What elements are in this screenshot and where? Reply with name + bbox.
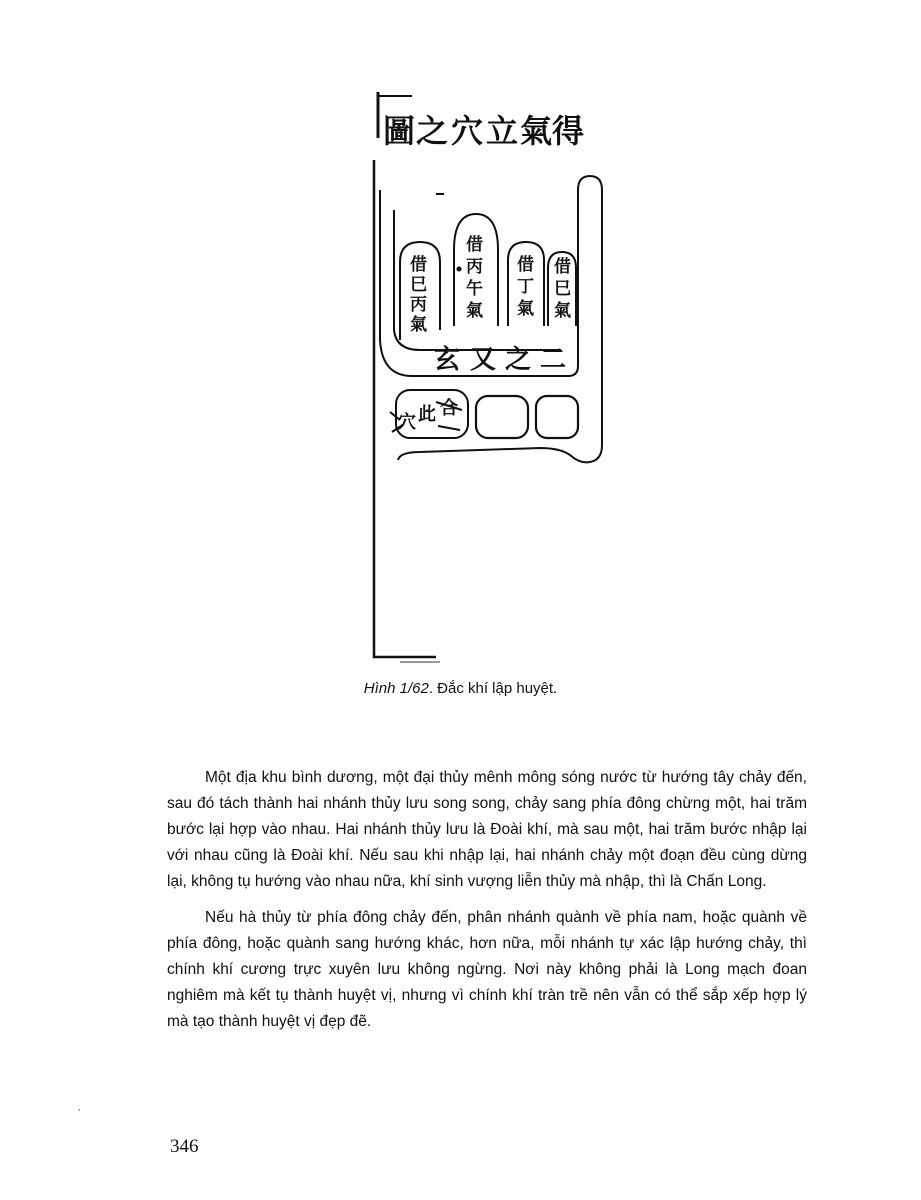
band-char-4: 二	[540, 345, 567, 375]
branch-2-char-4: 氣	[466, 301, 483, 321]
branch-4-char-1: 借	[554, 257, 571, 277]
branch-4-char-2: 巳	[554, 279, 571, 299]
branch-1-char-1: 借	[410, 255, 427, 275]
branch-2-char-3: 午	[466, 279, 483, 299]
branch-4-char-3: 氣	[554, 301, 571, 321]
figure-title	[383, 112, 584, 150]
branch-dot	[457, 267, 462, 272]
branch-1-char-3: 丙	[410, 295, 427, 315]
caption-label: Hình 1/62	[363, 680, 429, 697]
paragraph-2: Nếu hà thủy từ phía đông chảy đến, phân nhánh quành về phía nam, hoặc quành về phía đông, hoặc quành sang hướng khác, hơn nữa, mỗi nhánh tự xác lập hướng chảy, thì chính khí cương trực xuyên lưu không ngừng. Nơi này không phải là Long mạch đoan nghiêm mà kết tụ thành huyệt vị, nhưng vì chính khí tràn trề nên vẫn có thể sắp xếp hợp lý mà tạo thành huyệt vị đẹp đẽ.	[167, 909, 807, 1030]
stamp-char-2: 此	[418, 404, 436, 425]
figure-caption	[0, 680, 921, 697]
branch-2-char-1: 借	[466, 235, 483, 255]
branch-1-char-2: 巳	[410, 275, 427, 295]
band-char-1: 玄	[434, 345, 461, 375]
stamp-char-1: 穴	[398, 412, 416, 433]
stamp-char-3: 合	[440, 398, 458, 419]
stray-mark: ’	[78, 1108, 81, 1119]
branch-3-char-3: 氣	[517, 299, 534, 319]
title-char-1: 圖	[383, 112, 416, 150]
caption-text: . Đắc khí lập huyệt.	[428, 680, 558, 697]
title-char-6: 得	[552, 112, 585, 150]
paragraph-1: Một địa khu bình dương, một đại thủy mênh mông sóng nước từ hướng tây chảy đến, sau đó tách thành hai nhánh thủy lưu song song, chảy sang phía đông chừng một, hai trăm bước lại hợp vào nhau. Hai nhánh thủy lưu là Đoài khí, mà sau một, hai trăm bước nhập lại với nhau cũng là Đoài khí. Nếu sau khi nhập lại, hai nhánh chảy một đoạn đều cùng dừng lại, không tụ hướng vào nhau nữa, khí sinh vượng liễn thủy mà nhập, thì là Chấn Long.	[167, 769, 807, 890]
branch-2-char-2: 丙	[466, 257, 483, 277]
branch-1-char-4: 氣	[410, 315, 427, 335]
band-char-3: 之	[505, 345, 532, 375]
page-number: 346	[170, 1136, 199, 1157]
branch-3-char-2: 丁	[517, 277, 534, 297]
empty-cell-1	[476, 396, 528, 438]
branch-3-char-1: 借	[517, 255, 534, 275]
title-char-5: 氣	[520, 112, 553, 150]
body-text	[167, 765, 807, 1045]
empty-cell-2	[536, 396, 578, 438]
band-char-2: 又	[470, 345, 497, 375]
title-char-3: 穴	[451, 112, 484, 150]
title-char-4: 立	[486, 112, 519, 150]
title-char-2: 之	[416, 112, 449, 150]
